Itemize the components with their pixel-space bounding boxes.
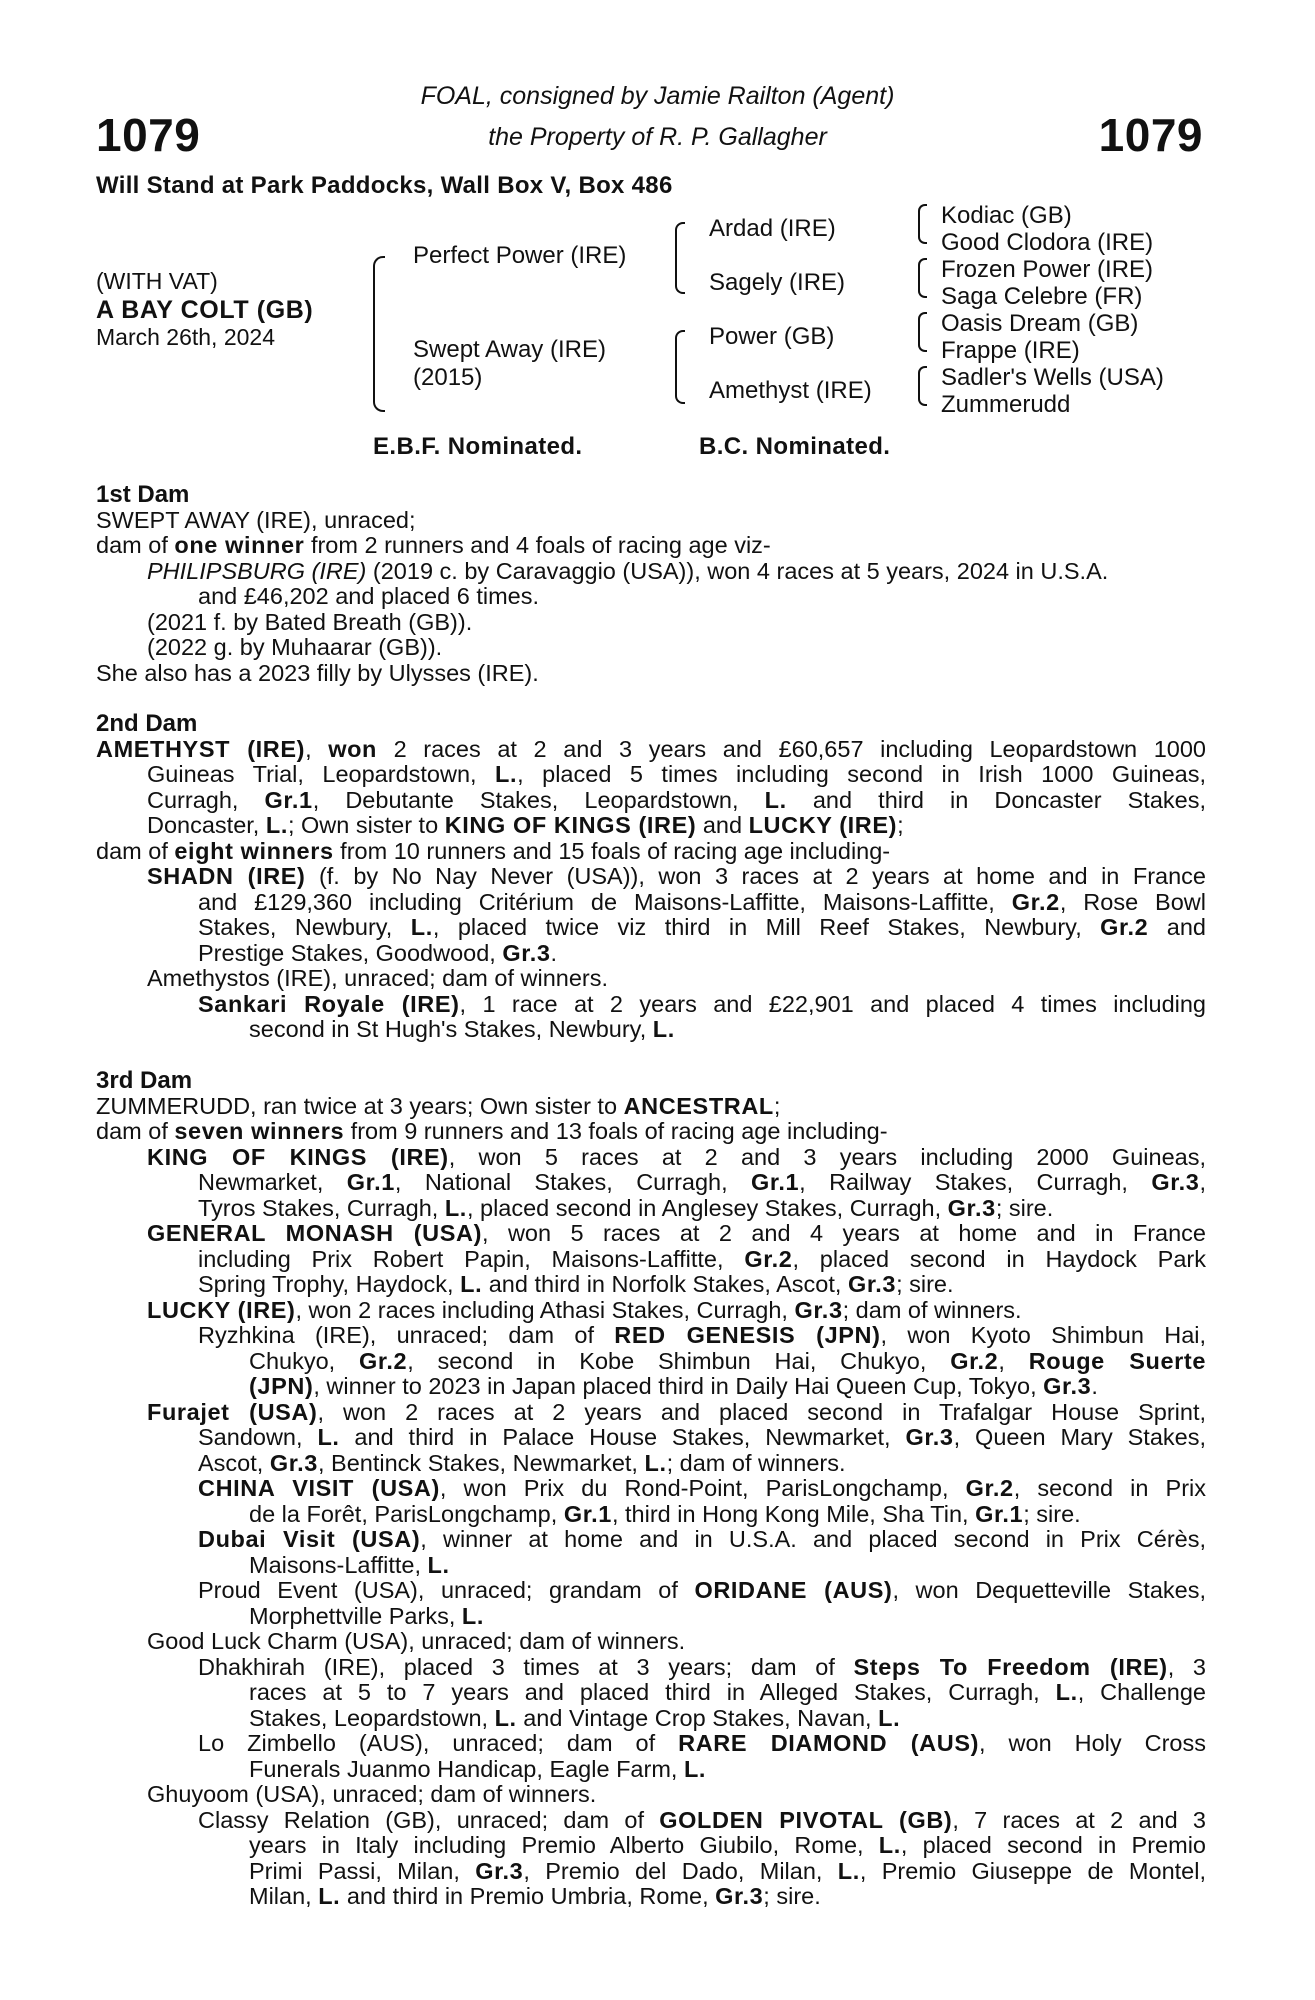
sire-dam: Sagely (IRE) bbox=[709, 269, 846, 296]
grade: L. bbox=[317, 1424, 340, 1450]
text: , 7 races at 2 and 3 bbox=[952, 1806, 1207, 1833]
text: Tyros Stakes, Curragh, bbox=[198, 1194, 445, 1221]
grade: L. bbox=[318, 1883, 341, 1909]
consignor-line: FOAL, consigned by Jamie Railton (Agent) bbox=[420, 82, 895, 110]
grade: Gr.2 bbox=[950, 1347, 999, 1374]
text: Guineas Trial, Leopardstown, bbox=[147, 761, 496, 787]
text: , bbox=[1199, 1169, 1207, 1195]
text: , won Holy Cross bbox=[979, 1730, 1207, 1756]
text: de la Forêt, ParisLongchamp, bbox=[249, 1500, 564, 1527]
text: from 10 runners and 15 foals of racing age including- bbox=[333, 837, 891, 864]
text: ; sire. bbox=[1023, 1500, 1081, 1527]
text: , placed second in Premio bbox=[900, 1832, 1206, 1858]
grade: Gr.2 bbox=[965, 1475, 1014, 1501]
second-dam-section bbox=[96, 711, 1206, 1043]
text: and £46,202 and placed 6 times. bbox=[198, 583, 540, 609]
grade: L. bbox=[764, 786, 787, 813]
text: ; bbox=[773, 1092, 781, 1119]
vat-note: (WITH VAT) bbox=[96, 268, 218, 294]
grade: L. bbox=[461, 1602, 484, 1629]
grade: L. bbox=[265, 812, 288, 838]
text: ; dam of winners. bbox=[666, 1449, 846, 1476]
text: , won Prix du Rond-Point, ParisLongchamp, bbox=[439, 1475, 966, 1501]
text: Newmarket, bbox=[198, 1169, 347, 1195]
text: , bbox=[998, 1347, 1029, 1374]
text: , won Dequetteville Stakes, bbox=[892, 1577, 1206, 1603]
text: She also has a 2023 filly by Ulysses (IRE). bbox=[96, 659, 539, 686]
winner-count: seven winners bbox=[174, 1118, 345, 1144]
text: and third in Norfolk Stakes, Ascot, bbox=[482, 1271, 848, 1297]
dam: Swept Away (IRE) bbox=[413, 336, 606, 363]
text: , 3 bbox=[1167, 1653, 1206, 1680]
text: ; bbox=[897, 812, 904, 838]
text: (f. by No Nay Never (USA)), won 3 races at 2 years at home and in France bbox=[305, 863, 1206, 889]
text: , placed twice viz third in Mill Reef Stakes, Newbury, bbox=[432, 914, 1101, 940]
grade: Gr.2 bbox=[1011, 888, 1060, 915]
horse-name: CHINA VISIT (USA) bbox=[198, 1475, 440, 1501]
grade: L. bbox=[410, 914, 433, 940]
text: ; dam of winners. bbox=[842, 1296, 1022, 1323]
text: 2 races at 2 and 3 years and £60,657 including Leopardstown 1000 bbox=[377, 735, 1206, 762]
sire-sire: Ardad (IRE) bbox=[709, 215, 836, 242]
text: ; sire. bbox=[995, 1194, 1054, 1221]
text: ; sire. bbox=[896, 1271, 954, 1297]
horse-name: Dubai Visit (USA) bbox=[198, 1526, 421, 1552]
grade: Gr.3 bbox=[905, 1424, 954, 1450]
text: Good Luck Charm (USA), unraced; dam of winners. bbox=[147, 1628, 686, 1654]
text: , placed second in Haydock Park bbox=[792, 1245, 1206, 1272]
grade: Gr.1 bbox=[563, 1500, 612, 1527]
brace-gen1 bbox=[373, 256, 385, 412]
winner-count: eight winners bbox=[174, 837, 334, 864]
text: Lo Zimbello (AUS), unraced; dam of bbox=[198, 1730, 679, 1756]
text: , placed second in Anglesey Stakes, Curragh, bbox=[466, 1194, 948, 1221]
stand-location: Will Stand at Park Paddocks, Wall Box V, Box 486 bbox=[96, 172, 673, 199]
text: Ascot, bbox=[198, 1449, 270, 1476]
grade: L. bbox=[837, 1857, 860, 1884]
text: dam of bbox=[96, 532, 175, 558]
text: , Debutante Stakes, Leopardstown, bbox=[312, 786, 765, 813]
dam-sire: Power (GB) bbox=[709, 323, 835, 350]
text: , National Stakes, Curragh, bbox=[394, 1169, 752, 1195]
grade: Gr.3 bbox=[475, 1857, 524, 1884]
third-dam-section bbox=[96, 1068, 1206, 1910]
text: , won Kyoto Shimbun Hai, bbox=[880, 1322, 1207, 1348]
text: , won 2 races at 2 years and placed second in Trafalgar House Sprint, bbox=[317, 1398, 1207, 1425]
text: and Vintage Crop Stakes, Navan, bbox=[516, 1704, 879, 1731]
horse-name: RARE DIAMOND (AUS) bbox=[678, 1730, 980, 1756]
dam-name: AMETHYST (IRE) bbox=[96, 735, 306, 762]
grade: Gr.3 bbox=[847, 1271, 897, 1297]
grade: Gr.3 bbox=[502, 939, 551, 966]
text: including Prix Robert Papin, Maisons-Laffitte, bbox=[198, 1245, 745, 1272]
text: Ghuyoom (USA), unraced; dam of winners. bbox=[147, 1781, 597, 1807]
text: (2021 f. by Bated Breath (GB)). bbox=[147, 608, 473, 635]
text: and bbox=[696, 812, 749, 838]
horse-name: Rouge Suerte bbox=[1028, 1347, 1206, 1374]
text: second in St Hugh's Stakes, Newbury, bbox=[249, 1016, 653, 1042]
text: ; Own sister to bbox=[287, 812, 445, 838]
grade: Gr.2 bbox=[744, 1245, 793, 1272]
grade: L. bbox=[1055, 1679, 1078, 1705]
ped-sds: Frozen Power (IRE) bbox=[941, 256, 1154, 283]
text: , second in Kobe Shimbun Hai, Chukyo, bbox=[407, 1347, 951, 1374]
text: , Challenge bbox=[1077, 1679, 1207, 1705]
grade: Gr.3 bbox=[269, 1449, 318, 1476]
text: . bbox=[1091, 1373, 1098, 1399]
grade: Gr.1 bbox=[264, 786, 313, 813]
text: , Bentinck Stakes, Newmarket, bbox=[317, 1449, 645, 1476]
text: Milan, bbox=[249, 1883, 319, 1909]
text: SWEPT AWAY (IRE), unraced; bbox=[96, 506, 416, 533]
sire: Perfect Power (IRE) bbox=[413, 242, 627, 269]
brace-sd bbox=[918, 258, 927, 298]
grade: L. bbox=[427, 1551, 450, 1578]
text: , Queen Mary Stakes, bbox=[953, 1424, 1206, 1450]
horse-name: LUCKY (IRE) bbox=[147, 1296, 296, 1323]
horse-name: ORIDANE (AUS) bbox=[694, 1577, 893, 1603]
grade: Gr.3 bbox=[1043, 1373, 1092, 1399]
horse-name: KING OF KINGS (IRE) bbox=[444, 812, 697, 838]
grade: L. bbox=[878, 1832, 901, 1858]
horse-name: A BAY COLT (GB) bbox=[96, 296, 314, 324]
text: and third in Doncaster Stakes, bbox=[786, 786, 1206, 813]
grade: Gr.3 bbox=[1151, 1169, 1200, 1195]
text: dam of bbox=[96, 837, 175, 864]
text: and bbox=[1148, 914, 1206, 940]
horse-name: GENERAL MONASH (USA) bbox=[147, 1220, 483, 1246]
grade: L. bbox=[878, 1704, 901, 1731]
text: years in Italy including Premio Alberto Giubilo, Rome, bbox=[249, 1832, 879, 1858]
section-title: 1st Dam bbox=[96, 481, 190, 508]
text: Morphettville Parks, bbox=[249, 1602, 462, 1629]
text: from 9 runners and 13 foals of racing age including- bbox=[344, 1118, 888, 1144]
brace-ds bbox=[918, 312, 927, 352]
text: Maisons-Laffitte, bbox=[249, 1551, 428, 1578]
text: Proud Event (USA), unraced; grandam of bbox=[198, 1577, 695, 1603]
text: , bbox=[305, 735, 329, 762]
ebf-nominated: E.B.F. Nominated. bbox=[373, 433, 583, 460]
grade: Gr.1 bbox=[751, 1169, 800, 1195]
dam-dam: Amethyst (IRE) bbox=[709, 377, 872, 404]
lot-number-right: 1079 bbox=[1098, 109, 1203, 161]
text: Spring Trophy, Haydock, bbox=[198, 1271, 461, 1297]
text: won bbox=[328, 735, 378, 762]
grade: L. bbox=[683, 1755, 707, 1782]
grade: Gr.3 bbox=[715, 1883, 764, 1909]
text: and third in Palace House Stakes, Newmarket, bbox=[339, 1424, 906, 1450]
horse-name: SHADN (IRE) bbox=[147, 863, 306, 889]
text: ; sire. bbox=[763, 1883, 821, 1909]
text: and third in Premio Umbria, Rome, bbox=[340, 1883, 716, 1909]
text: Dhakhirah (IRE), placed 3 times at 3 years; dam of bbox=[198, 1653, 854, 1680]
text: Doncaster, bbox=[147, 812, 266, 838]
grade: Gr.2 bbox=[359, 1347, 408, 1374]
first-dam-section bbox=[96, 482, 1206, 686]
horse-name: GOLDEN PIVOTAL (GB) bbox=[659, 1806, 953, 1833]
section-title: 2nd Dam bbox=[96, 710, 198, 737]
text: Chukyo, bbox=[249, 1347, 360, 1374]
grade: Gr.1 bbox=[346, 1169, 395, 1195]
brace-dam bbox=[675, 330, 685, 404]
horse-name: Steps To Freedom (IRE) bbox=[853, 1653, 1168, 1680]
ped-dsd: Frappe (IRE) bbox=[941, 337, 1080, 364]
text: (2022 g. by Muhaarar (GB)). bbox=[147, 634, 443, 660]
horse-name: RED GENESIS (JPN) bbox=[614, 1322, 881, 1348]
winner-count: one winner bbox=[174, 532, 305, 558]
lot-number-left: 1079 bbox=[96, 109, 201, 161]
text: , second in Prix bbox=[1013, 1475, 1207, 1501]
horse-name: KING OF KINGS (IRE) bbox=[147, 1143, 449, 1170]
text: Stakes, Leopardstown, bbox=[249, 1704, 495, 1731]
ped-dds: Sadler's Wells (USA) bbox=[941, 364, 1164, 391]
grade: Gr.2 bbox=[1100, 914, 1149, 940]
grade: Gr.1 bbox=[975, 1500, 1024, 1527]
brace-sire bbox=[675, 222, 685, 294]
grade: L. bbox=[652, 1016, 675, 1042]
text: Funerals Juanmo Handicap, Eagle Farm, bbox=[249, 1755, 684, 1782]
text: , winner at home and in U.S.A. and placed second in Prix Cérès, bbox=[420, 1526, 1206, 1552]
property-line: the Property of R. P. Gallagher bbox=[488, 123, 827, 151]
text: (2019 c. by Caravaggio (USA)), won 4 races at 5 years, 2024 in U.S.A. bbox=[366, 557, 1109, 584]
grade: L. bbox=[444, 1194, 467, 1221]
grade: L. bbox=[494, 1704, 517, 1731]
text: races at 5 to 7 years and placed third in Alleged Stakes, Curragh, bbox=[249, 1679, 1056, 1705]
horse-name: Sankari Royale (IRE) bbox=[198, 990, 460, 1017]
text: Sandown, bbox=[198, 1424, 318, 1450]
grade: L. bbox=[495, 761, 518, 787]
text: and £129,360 including Critérium de Maisons-Laffitte, Maisons-Laffitte, bbox=[198, 888, 1012, 915]
horse-name: (JPN) bbox=[249, 1373, 314, 1399]
text: . bbox=[550, 939, 558, 966]
brace-dd bbox=[918, 366, 927, 406]
text: Curragh, bbox=[147, 786, 265, 813]
brace-ss bbox=[918, 204, 927, 244]
horse-name: Furajet (USA) bbox=[147, 1398, 318, 1425]
ped-dss: Oasis Dream (GB) bbox=[941, 310, 1139, 337]
text: Classy Relation (GB), unraced; dam of bbox=[198, 1806, 660, 1833]
horse-name: LUCKY (IRE) bbox=[748, 812, 898, 838]
text: , won 5 races at 2 and 3 years including 2000 Guineas, bbox=[448, 1143, 1206, 1170]
text: Stakes, Newbury, bbox=[198, 914, 411, 940]
text: from 2 runners and 4 foals of racing age viz- bbox=[304, 532, 771, 558]
dam-year: (2015) bbox=[413, 364, 483, 391]
text: , third in Hong Kong Mile, Sha Tin, bbox=[611, 1500, 976, 1527]
text: Prestige Stakes, Goodwood, bbox=[198, 939, 503, 966]
ped-sdd: Saga Celebre (FR) bbox=[941, 283, 1143, 310]
ped-ddd: Zummerudd bbox=[941, 391, 1071, 418]
ped-sss: Kodiac (GB) bbox=[941, 202, 1072, 229]
horse-dob: March 26th, 2024 bbox=[96, 324, 276, 350]
progeny-name: PHILIPSBURG (IRE) bbox=[147, 557, 367, 584]
text: , won 5 races at 2 and 4 years at home and in France bbox=[482, 1220, 1206, 1246]
text: Ryzhkina (IRE), unraced; dam of bbox=[198, 1322, 615, 1348]
text: , 1 race at 2 years and £22,901 and placed 4 times including bbox=[459, 990, 1207, 1017]
ped-ssd: Good Clodora (IRE) bbox=[941, 229, 1154, 256]
text: Primi Passi, Milan, bbox=[249, 1857, 476, 1884]
grade: Gr.3 bbox=[947, 1194, 996, 1221]
text: , Railway Stakes, Curragh, bbox=[799, 1169, 1152, 1195]
text: , winner to 2023 in Japan placed third in Daily Hai Queen Cup, Tokyo, bbox=[313, 1373, 1044, 1399]
text: , placed 5 times including second in Irish 1000 Guineas, bbox=[517, 761, 1206, 787]
horse-name: ANCESTRAL bbox=[623, 1092, 774, 1119]
grade: L. bbox=[460, 1271, 483, 1297]
grade: L. bbox=[644, 1449, 667, 1476]
section-title: 3rd Dam bbox=[96, 1067, 193, 1094]
text: , Premio Giuseppe de Montel, bbox=[859, 1857, 1206, 1884]
text: Amethystos (IRE), unraced; dam of winners. bbox=[147, 965, 609, 991]
text: , Premio del Dado, Milan, bbox=[523, 1857, 838, 1884]
text: , won 2 races including Athasi Stakes, Curragh, bbox=[295, 1296, 795, 1323]
text: dam of bbox=[96, 1118, 175, 1144]
grade: Gr.3 bbox=[794, 1296, 843, 1323]
bc-nominated: B.C. Nominated. bbox=[699, 433, 891, 460]
text: ZUMMERUDD, ran twice at 3 years; Own sister to bbox=[96, 1092, 624, 1119]
text: , Rose Bowl bbox=[1059, 888, 1206, 915]
